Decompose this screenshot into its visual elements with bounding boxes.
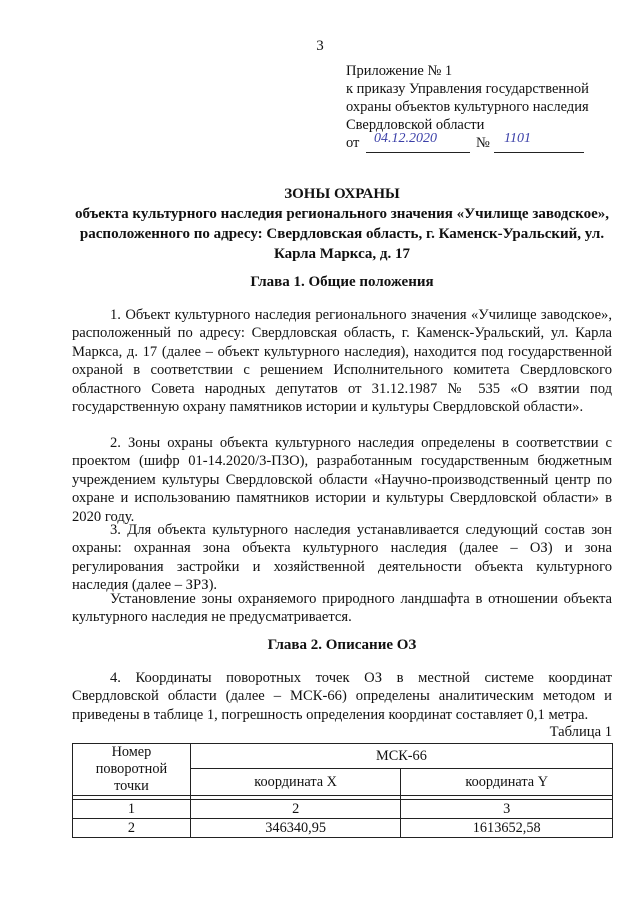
table-cell: 1613652,58 [401, 819, 613, 838]
handwritten-number: 1101 [504, 131, 531, 146]
table-row [73, 800, 613, 819]
approval-block [346, 62, 632, 154]
number-label: № [476, 135, 490, 151]
table-cell: 3 [401, 800, 613, 819]
header-point-number: Номер поворотной точки [73, 744, 191, 796]
paragraph-4: Установление зоны охраняемого природного ландшафта в отношении объекта культурного наследия не предусматривается. [72, 591, 612, 626]
chapter-1-heading: Глава 1. Общие положения [250, 274, 434, 290]
paragraph-2: 2. Зоны охраны объекта культурного наследия определены в соответствии с проектом (шифр 01-14.2020/3-ПЗО), разработанным государственным бюджетным учреждением культуры Свердловской области «Научно-производственный центр по охране и использованию памятников истории и культуры Свердловской области» в 2020 году. [72, 435, 612, 525]
page-number: 3 [316, 38, 324, 54]
header-coordinate-y: координата Y [401, 769, 613, 796]
title-line-2: объекта культурного наследия регионального значения «Училище заводское», расположенного по адресу: Свердловская область, г. Каменск-Уральский, ул. Карла Маркса, д. 17 [74, 206, 610, 262]
table-cell: 346340,95 [190, 819, 401, 838]
approval-line-1: Приложение № 1 [346, 63, 453, 79]
approval-line-4: Свердловской области [346, 117, 485, 133]
handwritten-date: 04.12.2020 [374, 131, 437, 146]
table-caption: Таблица 1 [549, 724, 612, 740]
header-msk66: МСК-66 [190, 744, 612, 769]
table-row [73, 819, 613, 838]
header-coordinate-x: координата X [190, 769, 401, 796]
table-cell: 2 [73, 819, 191, 838]
table-cell: 1 [73, 800, 191, 819]
document-title [72, 184, 612, 264]
paragraph-5: 4. Координаты поворотных точек ОЗ в местной системе координат Свердловской области (далее – МСК-66) определены аналитическим методом и приведены в таблице 1, погрешность определения координат составляет 0,1 метра. [72, 670, 612, 723]
from-label: от [346, 135, 360, 151]
chapter-2-heading: Глава 2. Описание ОЗ [267, 637, 417, 653]
coordinates-table [72, 743, 613, 838]
approval-line-3: охраны объектов культурного наследия [346, 99, 589, 115]
title-line-1: ЗОНЫ ОХРАНЫ [284, 186, 400, 202]
table-cell: 2 [190, 800, 401, 819]
order-date-number-row [346, 131, 632, 154]
approval-line-2: к приказу Управления государственной [346, 81, 589, 97]
paragraph-3: 3. Для объекта культурного наследия устанавливается следующий состав зон охраны: охранная зона объекта культурного наследия (далее – ОЗ) и зона регулирования застройки и хозяйственной деятельности объекта культурного наследия (далее – ЗРЗ). [72, 522, 612, 594]
paragraph-1: 1. Объект культурного наследия регионального значения «Училище заводское», расположенный по адресу: Свердловская область, г. Каменск-Уральский, ул. Карла Маркса, д. 17 (далее – объект культурного наследия), находится под государственной охраной в соответствии с решением Исполнительного комитета Свердловского областного Совета народных депутатов от 31.12.1987 № 535 «О взятии под государственную охрану памятников истории и культуры Свердловской области». [72, 307, 612, 416]
